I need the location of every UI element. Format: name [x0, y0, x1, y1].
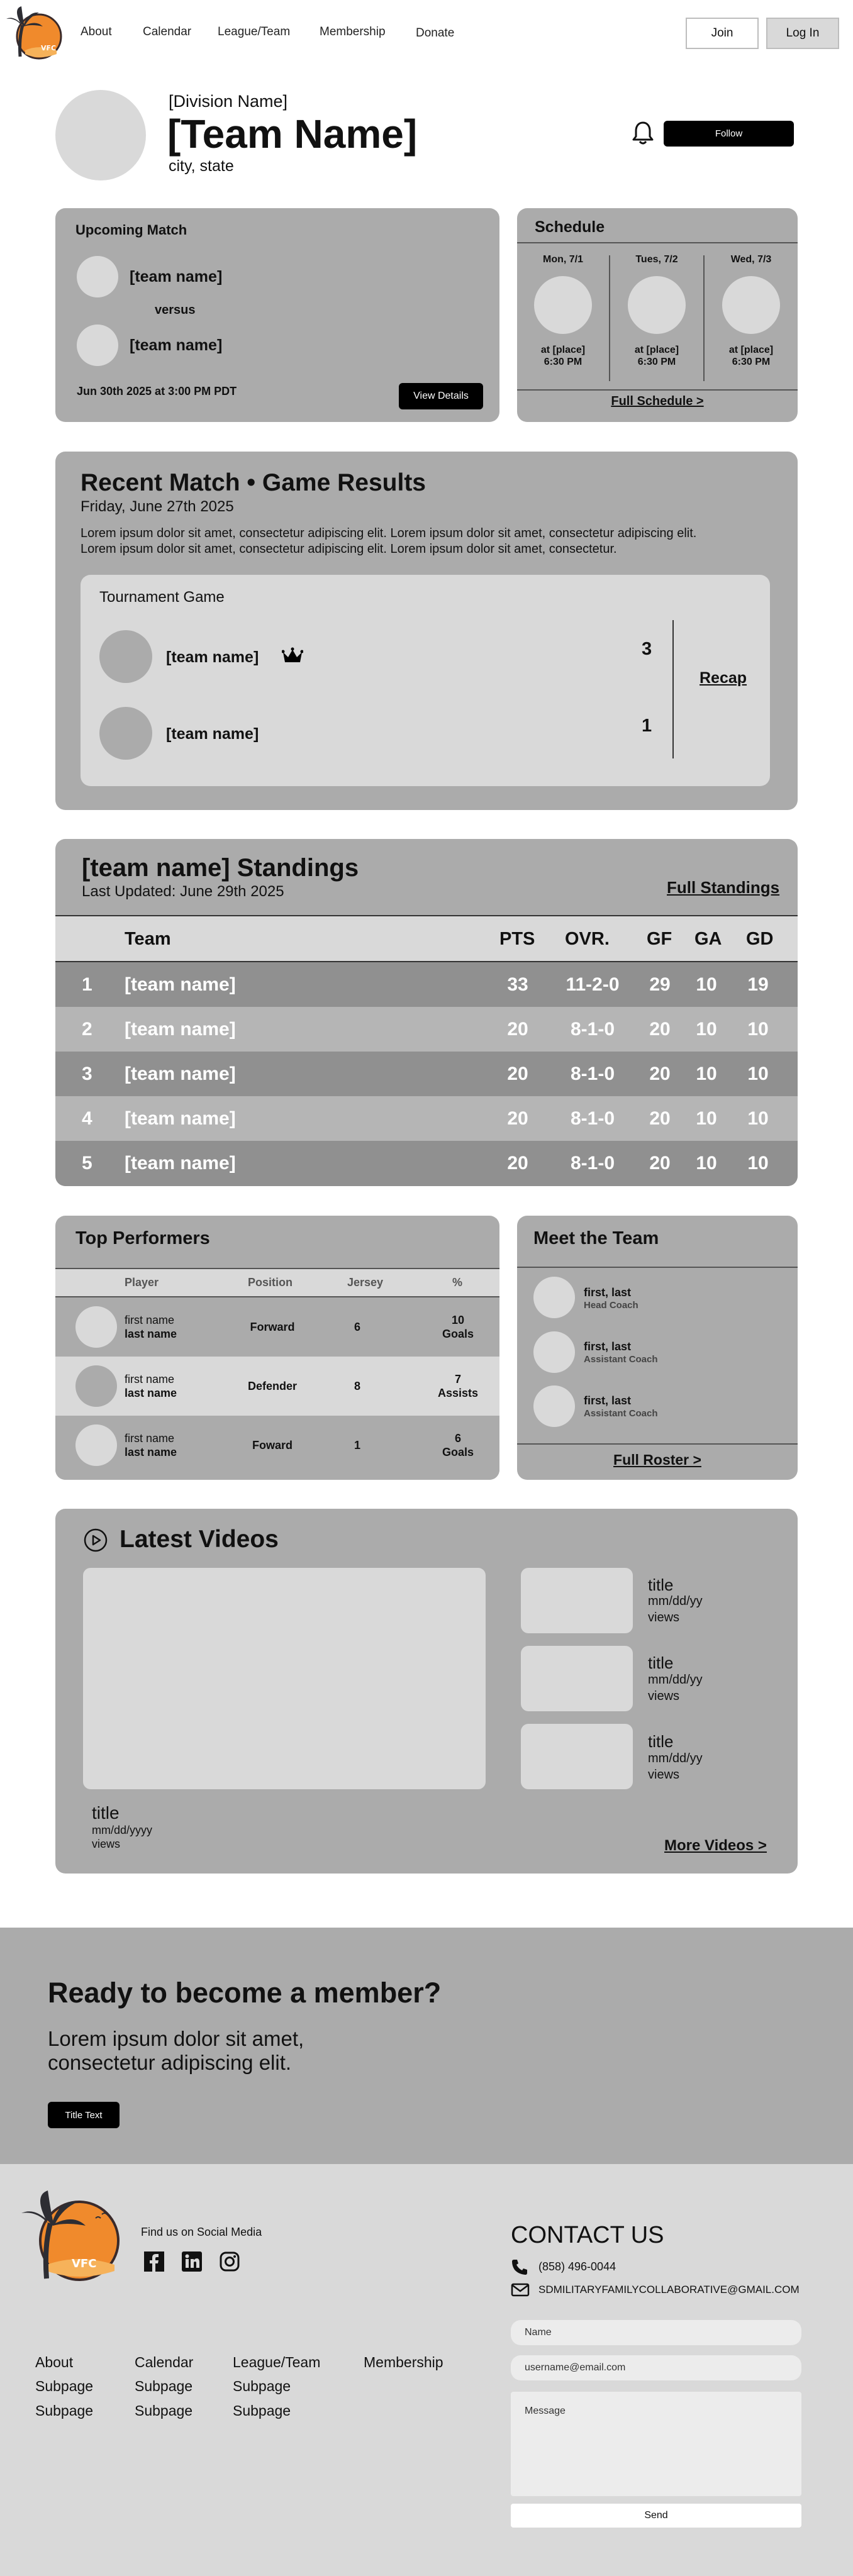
ga-cell: 10	[696, 1108, 717, 1129]
divider	[517, 1267, 798, 1268]
upcoming-title: Upcoming Match	[75, 222, 187, 238]
gf-cell: 20	[649, 1063, 671, 1084]
nav-link-league-team[interactable]: League/Team	[218, 25, 291, 38]
gf-cell: 20	[649, 1153, 671, 1174]
schedule-date: Mon, 7/1	[542, 254, 583, 265]
header-jersey: Jersey	[347, 1276, 384, 1289]
team-logo-placeholder	[55, 90, 146, 180]
bell-icon[interactable]	[632, 120, 654, 145]
header-gd: GD	[746, 929, 774, 949]
cta-button[interactable]: Title Text	[48, 2102, 120, 2128]
team-cell: [team name]	[125, 1019, 236, 1040]
team-avatar	[99, 630, 152, 683]
ga-cell: 10	[696, 1019, 717, 1040]
header-pts: PTS	[499, 929, 535, 949]
video-title[interactable]: title	[648, 1732, 674, 1751]
footer-link-calendar[interactable]: Calendar	[135, 2354, 194, 2370]
team-avatar	[77, 325, 118, 366]
upcoming-match-card	[55, 208, 499, 422]
ovr-cell: 8-1-0	[570, 1019, 615, 1040]
standings-title: [team name] Standings	[82, 854, 359, 882]
video-views: views	[648, 1611, 680, 1624]
standings-card	[55, 839, 798, 1186]
schedule-time: 6:30 PM	[637, 357, 676, 367]
player-position: Defender	[247, 1380, 298, 1392]
team-cell: [team name]	[125, 974, 236, 995]
table-row[interactable]	[55, 1141, 798, 1186]
message-textarea[interactable]: Message	[511, 2392, 801, 2496]
player-jersey: 1	[354, 1439, 360, 1452]
player-stat-number: 6	[454, 1432, 461, 1445]
divider	[517, 242, 798, 243]
video-date: mm/dd/yy	[648, 1752, 703, 1765]
player-last-name: last name	[125, 1328, 177, 1340]
schedule-card	[517, 208, 798, 422]
video-title[interactable]: title	[648, 1575, 674, 1594]
full-standings-link[interactable]: Full Standings	[667, 878, 780, 897]
social-label: Find us on Social Media	[141, 2226, 262, 2238]
player-first-name: first name	[125, 1373, 175, 1385]
footer-sublink[interactable]: Subpage	[233, 2402, 291, 2419]
opponent-avatar	[628, 276, 686, 334]
crown-icon	[282, 647, 303, 665]
player-stat-label: Assists	[437, 1387, 479, 1399]
header-ovr: OVR.	[565, 929, 610, 949]
player-position: Forward	[250, 1321, 295, 1333]
full-roster-link[interactable]: Full Roster >	[613, 1452, 701, 1468]
table-row[interactable]	[55, 962, 798, 1007]
featured-video-title[interactable]: title	[92, 1803, 120, 1823]
player-first-name: first name	[125, 1432, 175, 1445]
table-row[interactable]	[55, 1416, 499, 1480]
player-position: Foward	[252, 1439, 293, 1452]
footer-link-membership[interactable]: Membership	[364, 2354, 443, 2370]
header-position: Position	[248, 1276, 293, 1289]
upcoming-datetime: Jun 30th 2025 at 3:00 PM PDT	[77, 385, 237, 397]
division-name: [Division Name]	[169, 92, 288, 111]
footer-sublink[interactable]: Subpage	[233, 2378, 291, 2394]
schedule-title: Schedule	[535, 218, 605, 236]
pts-cell: 33	[507, 974, 528, 995]
schedule-time: 6:30 PM	[732, 357, 771, 367]
header-ga: GA	[694, 929, 722, 949]
staff-name: first, last	[584, 1340, 632, 1353]
gd-cell: 10	[747, 1153, 769, 1174]
player-stat-number: 10	[451, 1314, 465, 1326]
versus-label: versus	[155, 303, 196, 317]
gd-cell: 19	[747, 974, 769, 995]
svg-text:VFC: VFC	[41, 44, 57, 52]
rank-cell: 3	[82, 1063, 92, 1084]
follow-button[interactable]: Follow	[664, 121, 794, 147]
footer-link-about[interactable]: About	[35, 2354, 74, 2370]
player-stat-label: Goals	[442, 1446, 474, 1458]
gd-cell: 10	[747, 1108, 769, 1129]
contact-phone[interactable]: (858) 496-0044	[538, 2260, 616, 2273]
table-row[interactable]	[55, 1357, 499, 1416]
staff-name: first, last	[584, 1394, 632, 1407]
divider	[672, 620, 674, 758]
player-jersey: 8	[354, 1380, 360, 1392]
meet-the-team-card	[517, 1216, 798, 1480]
nav-link-membership[interactable]: Membership	[320, 25, 386, 38]
more-videos-link[interactable]: More Videos >	[664, 1837, 767, 1854]
send-button[interactable]: Send	[511, 2504, 801, 2528]
staff-role: Head Coach	[584, 1300, 638, 1311]
contact-email[interactable]: SDMILITARYFAMILYCOLLABORATIVE@GMAIL.COM	[538, 2284, 800, 2296]
full-schedule-link[interactable]: Full Schedule >	[611, 394, 704, 408]
opponent-avatar	[534, 276, 592, 334]
footer-sublink[interactable]: Subpage	[135, 2378, 193, 2394]
gf-cell: 29	[649, 974, 671, 995]
header-gf: GF	[647, 929, 672, 949]
table-row[interactable]	[55, 1007, 798, 1052]
staff-avatar	[533, 1277, 575, 1318]
player-avatar	[75, 1365, 117, 1407]
featured-video-date: mm/dd/yyyy	[92, 1824, 153, 1836]
meet-team-title: Meet the Team	[533, 1228, 659, 1248]
ga-cell: 10	[696, 1063, 717, 1084]
video-views: views	[648, 1768, 680, 1782]
schedule-date: Wed, 7/3	[730, 254, 772, 265]
footer-sublink[interactable]: Subpage	[35, 2378, 94, 2394]
header-player: Player	[125, 1276, 159, 1289]
recent-match-card	[55, 452, 798, 810]
video-thumbnail[interactable]	[521, 1724, 633, 1789]
schedule-place: at [place]	[540, 345, 586, 355]
staff-avatar	[533, 1385, 575, 1427]
featured-video-thumbnail[interactable]	[83, 1568, 486, 1789]
ovr-cell: 8-1-0	[570, 1063, 615, 1084]
opponent-avatar	[722, 276, 780, 334]
header-team: Team	[125, 929, 171, 949]
standings-updated: Last Updated: June 29th 2025	[82, 883, 284, 900]
schedule-time: 6:30 PM	[544, 357, 583, 367]
footer-sublink[interactable]: Subpage	[135, 2402, 193, 2419]
player-stat-number: 7	[454, 1373, 461, 1385]
site-logo[interactable]	[6, 6, 64, 60]
cta-line-2: consectetur adipiscing elit.	[48, 2051, 292, 2074]
facebook-icon[interactable]	[143, 2251, 165, 2272]
video-views: views	[648, 1689, 680, 1703]
result-team-1: [team name]	[166, 648, 259, 666]
result-team-2: [team name]	[166, 725, 259, 743]
membership-cta-section	[0, 1928, 853, 2164]
footer	[0, 2164, 853, 2576]
pts-cell: 20	[507, 1019, 528, 1040]
game-type-label: Tournament Game	[99, 589, 225, 606]
ovr-cell: 11-2-0	[566, 974, 620, 995]
result-score-2: 1	[642, 716, 652, 736]
contact-title: CONTACT US	[511, 2222, 664, 2248]
gd-cell: 10	[747, 1063, 769, 1084]
team-cell: [team name]	[125, 1108, 236, 1129]
nav-link-donate[interactable]: Donate	[416, 26, 455, 40]
player-stat-label: Goals	[442, 1328, 474, 1340]
linkedin-icon[interactable]	[181, 2251, 203, 2272]
cta-title: Ready to become a member?	[48, 1977, 442, 2009]
video-thumbnail[interactable]	[521, 1646, 633, 1711]
video-date: mm/dd/yy	[648, 1594, 703, 1608]
phone-icon	[511, 2258, 528, 2276]
footer-link-league-team[interactable]: League/Team	[233, 2354, 321, 2370]
videos-title: Latest Videos	[120, 1526, 279, 1553]
pts-cell: 20	[507, 1108, 528, 1129]
rank-cell: 5	[82, 1153, 92, 1174]
play-circle-icon	[83, 1528, 108, 1553]
gd-cell: 10	[747, 1019, 769, 1040]
login-button[interactable]: Log In	[766, 18, 839, 49]
recent-match-title: Recent Match • Game Results	[81, 469, 426, 496]
ga-cell: 10	[696, 1153, 717, 1174]
name-input[interactable]: Name	[511, 2320, 801, 2345]
pts-cell: 20	[507, 1063, 528, 1084]
staff-role: Assistant Coach	[584, 1408, 658, 1419]
email-input[interactable]: username@email.com	[511, 2355, 801, 2380]
view-details-button[interactable]: View Details	[399, 383, 483, 409]
schedule-place: at [place]	[728, 345, 774, 355]
player-first-name: first name	[125, 1314, 175, 1326]
nav-link-calendar[interactable]: Calendar	[143, 25, 192, 38]
top-performers-card	[55, 1216, 499, 1480]
header-percent: %	[452, 1276, 463, 1289]
table-row[interactable]	[55, 1096, 798, 1141]
staff-name: first, last	[584, 1286, 632, 1299]
schedule-date: Tues, 7/2	[635, 254, 678, 265]
gf-cell: 20	[649, 1108, 671, 1129]
footer-logo-text: VFC	[72, 2257, 97, 2270]
team-cell: [team name]	[125, 1063, 236, 1084]
video-date: mm/dd/yy	[648, 1673, 703, 1687]
latest-videos-card	[55, 1509, 798, 1874]
pts-cell: 20	[507, 1153, 528, 1174]
video-title[interactable]: title	[648, 1653, 674, 1672]
rank-cell: 2	[82, 1019, 92, 1040]
featured-video-views: views	[92, 1838, 121, 1850]
recap-link[interactable]: Recap	[700, 669, 747, 687]
ovr-cell: 8-1-0	[570, 1108, 615, 1129]
schedule-place: at [place]	[634, 345, 679, 355]
rank-cell: 4	[82, 1108, 92, 1129]
footer-logo[interactable]	[21, 2190, 122, 2285]
ga-cell: 10	[696, 974, 717, 995]
player-avatar	[75, 1424, 117, 1466]
divider	[517, 389, 798, 391]
player-last-name: last name	[125, 1446, 177, 1458]
staff-avatar	[533, 1331, 575, 1373]
gf-cell: 20	[649, 1019, 671, 1040]
team-location: city, state	[169, 157, 234, 175]
divider	[517, 1443, 798, 1445]
cta-line-1: Lorem ipsum dolor sit amet,	[48, 2027, 304, 2050]
recent-match-date: Friday, June 27th 2025	[81, 498, 234, 515]
game-result-box	[81, 575, 770, 786]
performers-header-row	[55, 1268, 499, 1297]
staff-role: Assistant Coach	[584, 1354, 658, 1365]
team-cell: [team name]	[125, 1153, 236, 1174]
mail-icon	[511, 2282, 530, 2297]
rank-cell: 1	[82, 974, 92, 995]
table-row[interactable]	[55, 1297, 499, 1357]
video-thumbnail[interactable]	[521, 1568, 633, 1633]
nav-link-about[interactable]: About	[81, 25, 112, 38]
join-button[interactable]: Join	[686, 18, 759, 49]
upcoming-team-2: [team name]	[130, 336, 223, 354]
table-row[interactable]	[55, 1052, 798, 1096]
team-avatar	[77, 256, 118, 297]
performers-title: Top Performers	[75, 1228, 210, 1248]
player-last-name: last name	[125, 1387, 177, 1399]
top-navigation	[0, 0, 853, 65]
team-name-title: [Team Name]	[167, 111, 418, 157]
team-avatar	[99, 707, 152, 760]
recent-match-description: Lorem ipsum dolor sit amet, consectetur adipiscing elit. Lorem ipsum dolor sit amet, consectetur adipiscing elit. Lorem ipsum dolor sit amet, consectetur adipiscing elit. Lorem ipsum dolor sit amet, consectetur.	[81, 526, 697, 556]
ovr-cell: 8-1-0	[570, 1153, 615, 1174]
player-jersey: 6	[354, 1321, 360, 1333]
instagram-icon[interactable]	[219, 2251, 240, 2272]
upcoming-team-1: [team name]	[130, 268, 223, 286]
footer-sublink[interactable]: Subpage	[35, 2402, 94, 2419]
standings-header-row	[55, 916, 798, 961]
result-score-1: 3	[642, 639, 652, 659]
player-avatar	[75, 1306, 117, 1348]
